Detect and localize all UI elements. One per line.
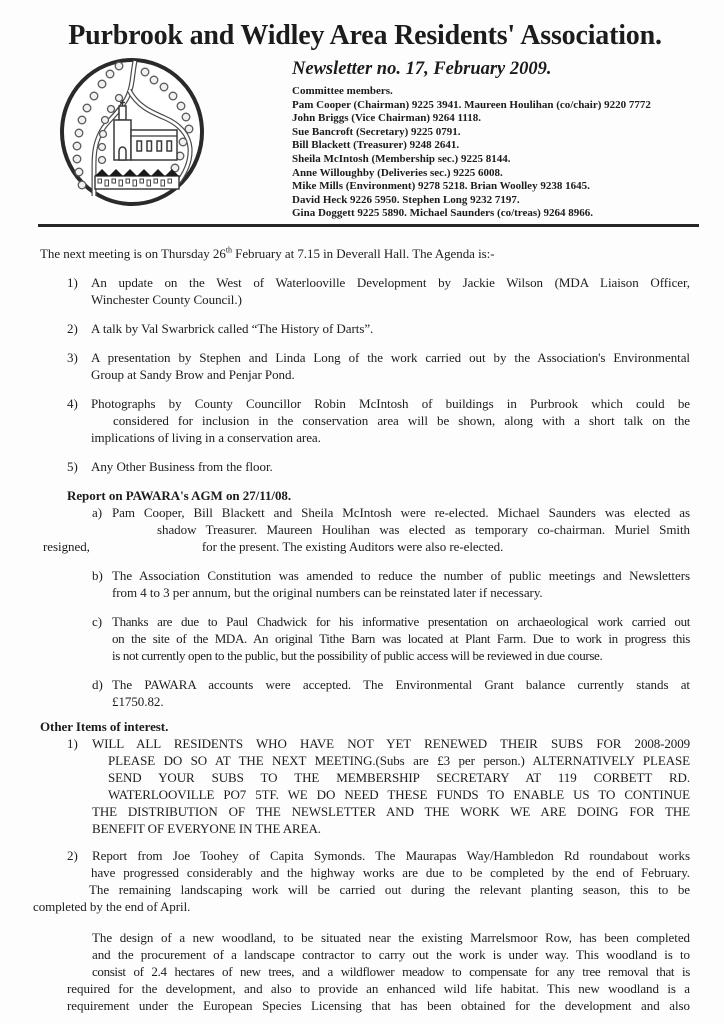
agenda-item-4: 4) Photographs by County Councillor Robin McIntosh of buildings in Purbrook which could be considered for inclusion in the conservation area will be shown, along with a short talk on the implications of living in a conservation area.	[67, 395, 690, 445]
committee-member: Sue Bancroft (Secretary) 9225 0791.	[292, 125, 461, 138]
item-number: 1)	[67, 274, 78, 290]
item-letter: c)	[92, 613, 102, 629]
item-letter: a)	[92, 504, 102, 520]
orphan-word: resigned,	[43, 538, 90, 554]
continuation-text: for the present. The existing Auditors were also re-elected.	[201, 538, 504, 554]
header-divider	[38, 224, 699, 227]
committee-member: David Heck 9226 5950. Stephen Long 9232 7197.	[292, 193, 520, 206]
village-logo-icon	[58, 56, 206, 208]
item-letter: d)	[92, 676, 103, 692]
other-item-2: 2) Report from Joe Toohey of Capita Symonds. The Maurapas Way/Hambledon Rd roundabout works have progressed considerably and the highway works are due to be completed by the end of February. The remaining landscaping work will be carried out during the relevant planting season, this to be completed by the end of April.	[33, 847, 690, 914]
meeting-intro: The next meeting is on Thursday 26th February at 7.15 in Deverall Hall. The Agenda is:-	[40, 245, 495, 261]
item-number: 2)	[67, 320, 78, 336]
woodland-paragraph: The design of a new woodland, to be situated near the existing Marrelsmoor Row, has been completed and the procurement of a landscape contractor to carry out the work is under way. This woodland is to consist of 2.4 hectares of new trees, and a wildflower meadow to compensate for any tree removal that is required for the development, and also to provide an enhanced wild life habitat. This new woodland is a requirement under the European Species Licensing that has been obtained for the development and also	[67, 929, 690, 1013]
agm-report-heading: Report on PAWARA's AGM on 27/11/08.	[67, 487, 292, 503]
agm-item-a: a) Pam Cooper, Bill Blackett and Sheila McIntosh were re-elected. Michael Saunders was elected as shadow Treasurer. Maureen Houlihan was elected as temporary co-chairman. Muriel Smith resigned, for the present. The existing Auditors were also re-elected.	[43, 504, 690, 554]
item-number: 5)	[67, 458, 78, 474]
agenda-item-3: 3) A presentation by Stephen and Linda Long of the work carried out by the Association's Environmental Group at Sandy Brow and Penjar Pond.	[67, 349, 690, 382]
item-number: 3)	[67, 349, 78, 365]
item-letter: b)	[92, 567, 103, 583]
newsletter-body	[33, 245, 690, 1014]
committee-member: Pam Cooper (Chairman) 9225 3941. Maureen Houlihan (co/chair) 9220 7772	[292, 98, 651, 111]
item-number: 2)	[67, 847, 78, 863]
agm-item-d: d) The PAWARA accounts were accepted. The Environmental Grant balance currently stands at £1750.82.	[92, 676, 690, 709]
agenda-item-2: 2) A talk by Val Swarbrick called “The History of Darts”.	[67, 320, 374, 336]
committee-member: Anne Willoughby (Deliveries sec.) 9225 6008.	[292, 166, 503, 179]
committee-member: Sheila McIntosh (Membership sec.) 9225 8144.	[292, 152, 511, 165]
agenda-item-5: 5) Any Other Business from the floor.	[67, 458, 273, 474]
other-items-heading: Other Items of interest.	[40, 718, 169, 734]
item-number: 1)	[67, 735, 78, 751]
agenda-item-1: 1) An update on the West of Waterlooville Development by Jackie Wilson (MDA Liaison Officer, Winchester County Council.)	[67, 274, 690, 307]
committee-block	[292, 56, 690, 221]
committee-member: Bill Blackett (Treasurer) 9248 2641.	[292, 139, 460, 152]
ordinal-suffix: th	[225, 245, 232, 255]
committee-heading: Committee members.	[292, 85, 393, 97]
agm-item-b: b) The Association Constitution was amended to reduce the number of public meetings and Newsletters from 4 to 3 per annum, but the original numbers can be reinstated later if necessary.	[92, 567, 690, 600]
other-item-1: 1) WILL ALL RESIDENTS WHO HAVE NOT YET RENEWED THEIR SUBS FOR 2008-2009 PLEASE DO SO AT THE NEXT MEETING.(Subs are £3 per person.) ALTERNATIVELY PLEASE SEND YOUR SUBS TO THE MEMBERSHIP SECRETARY AT 119 CORBETT RD. WATERLOOVILLE PO7 5TF. WE DO NEED THESE FUNDS TO ENABLE US TO CONTINUE THE DISTRIBUTION OF THE NEWSLETTER AND THE WORK WE ARE DOING FOR THE BENEFIT OF EVERYONE IN THE AREA.	[67, 735, 690, 836]
header	[40, 56, 690, 221]
committee-member: Mike Mills (Environment) 9278 5218. Brian Woolley 9238 1645.	[292, 180, 590, 193]
newsletter-title: Newsletter no. 17, February 2009.	[292, 59, 552, 79]
committee-member: John Briggs (Vice Chairman) 9264 1118.	[292, 112, 482, 125]
committee-member: Gina Doggett 9225 5890. Michael Saunders (co/treas) 9264 8966.	[292, 207, 594, 220]
item-number: 4)	[67, 395, 78, 411]
agm-item-c: c) Thanks are due to Paul Chadwick for his informative presentation on archaeological work carried out on the site of the MDA. An original Tithe Barn was located at Plant Farm. Due to work in progress this is not currently open to the public, but the possibility of public access will be reviewed in due course.	[92, 613, 690, 663]
page-title: Purbrook and Widley Area Residents' Association.	[68, 20, 662, 51]
association-logo	[58, 56, 206, 208]
